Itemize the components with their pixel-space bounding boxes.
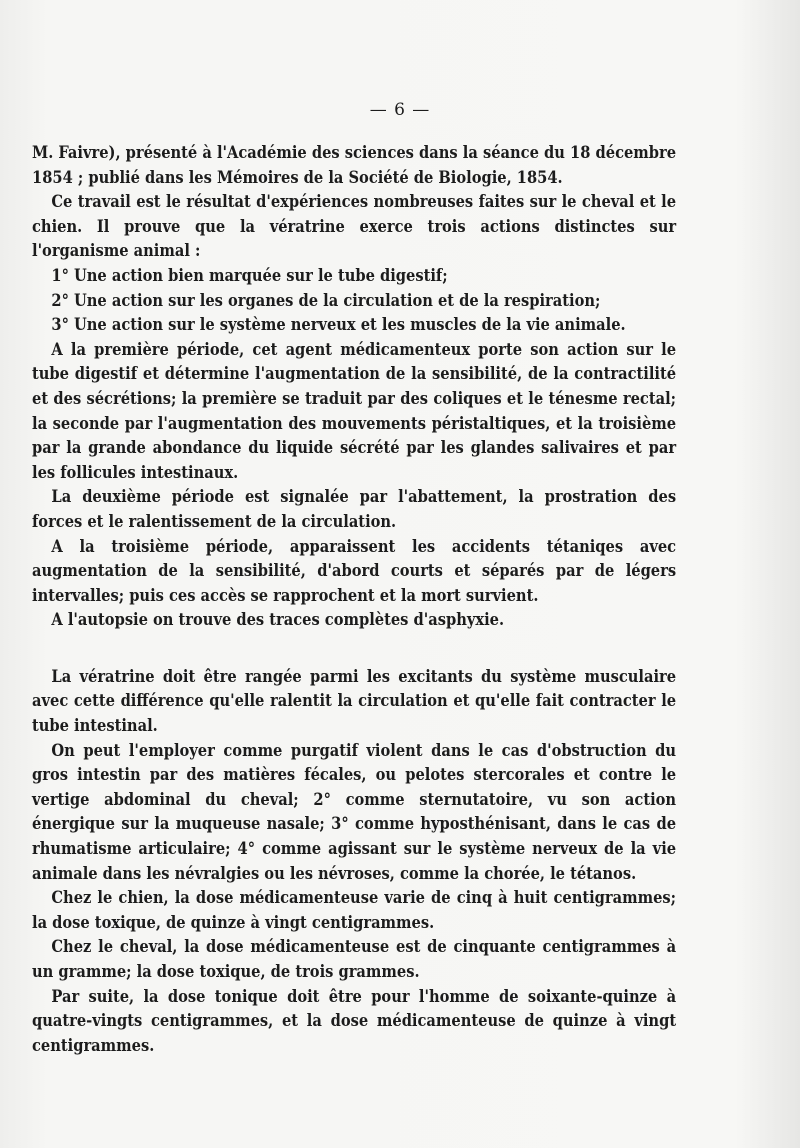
- list-item: 3° Une action sur le système nerveux et les muscles de la vie animale.: [51, 314, 626, 335]
- paragraph: A la première période, cet agent médicamenteux porte son action sur le tube digestif et détermine l'augmentation de la sensibilité, de la contractilité et des sécrétions; la première se traduit par des coliques et le ténesme rectal; la seconde par l'augmentation des mouvements péristaltiques, et la troisième par la grande abondance du liquide sécrété par les glandes salivaires et par les follicules intestinaux.: [32, 338, 677, 482]
- paragraph: La deuxième période est signalée par l'abattement, la prostration des forces et le ralentissement de la circulation.: [32, 486, 677, 531]
- paragraph: A l'autopsie on trouve des traces complètes d'asphyxie.: [51, 609, 505, 630]
- paragraph: Chez le chien, la dose médicamenteuse varie de cinq à huit centigrammes; la dose toxique, de quinze à vingt centigrammes.: [32, 887, 677, 932]
- page-number: — 6 —: [369, 100, 431, 120]
- body-text: [32, 140, 676, 1057]
- paragraph: La vératrine doit être rangée parmi les excitants du système musculaire avec cette différence qu'elle ralentit la circulation et qu'elle fait contracter le tube intestinal.: [32, 665, 677, 736]
- section-gap: [32, 632, 676, 664]
- paragraph: Chez le cheval, la dose médicamenteuse est de cinquante centigrammes à un gramme; la dose toxique, de trois grammes.: [32, 936, 677, 981]
- list-item: 1° Une action bien marquée sur le tube digestif;: [51, 264, 448, 285]
- paragraph: On peut l'employer comme purgatif violent dans le cas d'obstruction du gros intestin par des matières fécales, ou pelotes stercorales et contre le vertige abdominal du cheval; 2° comme sternutatoire, vu son action énergique sur la muqueuse nasale; 3° comme hyposthénisant, dans le cas de rhumatisme articulaire; 4° comme agissant sur le système nerveux de la vie animale dans les névralgies ou les névroses, comme la chorée, le tétanos.: [32, 739, 677, 883]
- paragraph: Ce travail est le résultat d'expériences nombreuses faites sur le cheval et le chien. Il prouve que la vératrine exerce trois actions distinctes sur l'organisme animal :: [32, 191, 677, 261]
- paragraph: Par suite, la dose tonique doit être pour l'homme de soixante-quinze à quatre-vingts centigrammes, et la dose médicamenteuse de quinze à vingt centigrammes.: [32, 985, 677, 1055]
- paragraph: A la troisième période, apparaissent les accidents tétaniqes avec augmentation de la sensibilité, d'abord courts et séparés par de légers intervalles; puis ces accès se rapprochent et la mort survient.: [32, 535, 677, 605]
- paragraph: M. Faivre), présenté à l'Académie des sciences dans la séance du 18 décembre 1854 ; publié dans les Mémoires de la Société de Biologie, 1854.: [32, 142, 677, 187]
- list-item: 2° Une action sur les organes de la circulation et de la respiration;: [51, 289, 601, 310]
